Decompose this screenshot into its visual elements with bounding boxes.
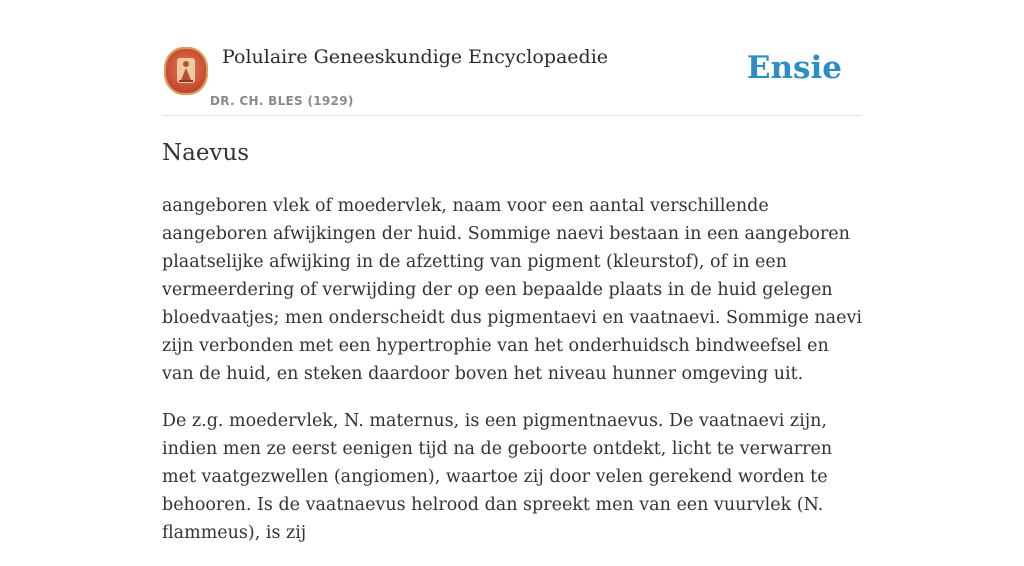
encyclopedia-seal-icon[interactable] bbox=[164, 47, 208, 95]
book-author: DR. CH. BLES (1929) bbox=[210, 94, 354, 108]
book-title[interactable]: Polulaire Geneeskundige Encyclopaedie bbox=[222, 46, 609, 68]
article-paragraph: De z.g. moedervlek, N. maternus, is een pigmentnaevus. De vaatnaevi zijn, indien men ze eerst eenigen tijd na de geboorte ontdekt, licht te verwarren met vaatgezwellen (angiomen), waartoe zij door velen gerekend worden te behooren. Is de vaatnaevus helrood dan spreekt men van een vuurvlek (N. flammeus), is zij bbox=[162, 411, 833, 543]
page bbox=[162, 0, 862, 543]
brand-logo[interactable]: Ensie bbox=[746, 50, 842, 86]
article-title: Naevus bbox=[162, 140, 250, 166]
site-header bbox=[162, 40, 862, 116]
article-paragraph: aangeboren vlek of moedervlek, naam voor een aantal verschillende aangeboren afwijkingen der huid. Sommige naevi bestaan in een aangeboren plaatselijke afwijking in de afzetting van pigment (kleurstof), of in een vermeerdering of verwijding der op een bepaalde plaats in de huid gelegen bloedvaatjes; men onderscheidt dus pigmentaevi en vaatnaevi. Sommige naevi zijn verbonden met een hypertrophie van het onderhuidsch bindweefsel en van de huid, en steken daardoor boven het niveau hunner omgeving uit. bbox=[162, 196, 862, 384]
article-body bbox=[162, 192, 862, 566]
